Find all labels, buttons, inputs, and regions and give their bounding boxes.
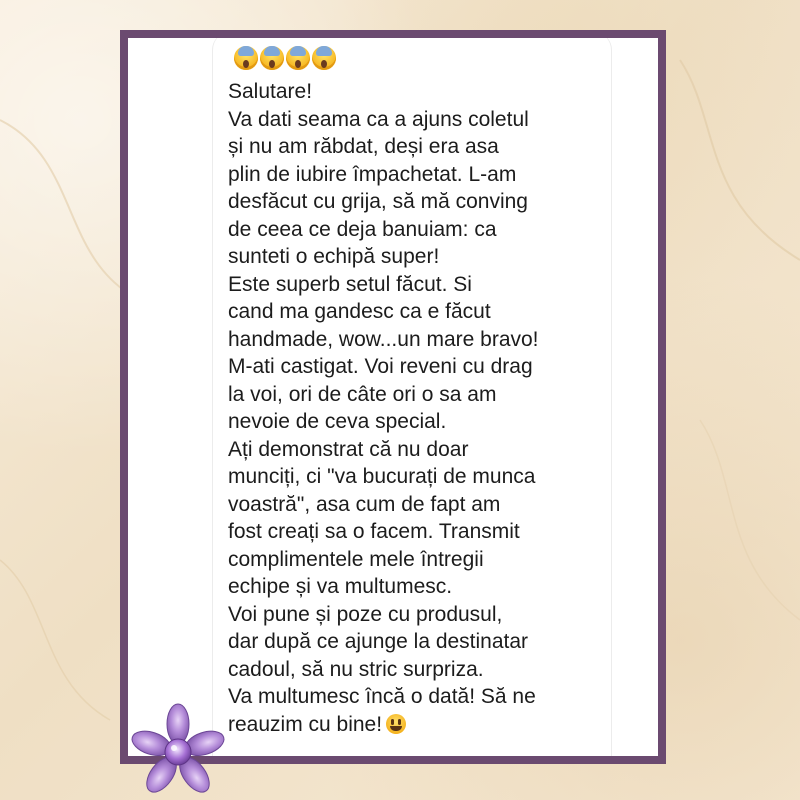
message-line: Salutare! — [228, 80, 313, 103]
message-line: și nu am răbdat, deși era asa — [228, 135, 499, 158]
screaming-face-icon — [260, 46, 284, 70]
purple-crystal-flower-icon — [128, 702, 228, 800]
message-line: munciți, ci "va bucurați de munca — [228, 465, 536, 488]
message-line: nevoie de ceva special. — [228, 410, 447, 433]
message-line: handmade, wow...un mare bravo! — [228, 327, 539, 351]
message-line: echipe și va multumesc. — [228, 575, 453, 598]
message-line: Voi pune și poze cu produsul, — [228, 602, 503, 626]
message-line: sunteti o echipă super! — [228, 245, 440, 268]
message-line: M-ati castigat. Voi reveni cu drag — [228, 355, 533, 378]
message-line: cadoul, să nu stric surpriza. — [228, 657, 484, 681]
message-line: cand ma gandesc ca e făcut — [228, 300, 491, 323]
reaction-emoji-row — [234, 46, 336, 70]
message-line: plin de iubire împachetat. L-am — [228, 162, 517, 186]
message-line: la voi, ori de câte ori o sa am — [228, 382, 497, 406]
message-line: Este superb setul făcut. Si — [228, 272, 472, 296]
screaming-face-icon — [286, 46, 310, 70]
message-line: dar după ce ajunge la destinatar — [228, 630, 529, 653]
message-line: voastră", asa cum de fapt am — [228, 492, 501, 516]
message-line: reauzim cu bine! — [228, 712, 383, 736]
screaming-face-icon — [312, 46, 336, 70]
message-line: Va dati seama ca a ajuns coletul — [228, 107, 529, 131]
grinning-face-icon — [386, 714, 406, 734]
message-line: de ceea ce deja banuiam: ca — [228, 217, 497, 241]
message-frame — [120, 30, 666, 764]
screaming-face-icon — [234, 46, 258, 70]
message-text — [228, 78, 608, 738]
message-line: Ați demonstrat că nu doar — [228, 437, 469, 461]
message-line: desfăcut cu grija, să mă conving — [228, 190, 528, 213]
message-last-line — [228, 711, 608, 739]
message-line: Va multumesc încă o dată! Să ne — [228, 685, 536, 708]
message-line: complimentele mele întregii — [228, 547, 484, 571]
message-line: fost creați sa o facem. Transmit — [228, 520, 520, 543]
